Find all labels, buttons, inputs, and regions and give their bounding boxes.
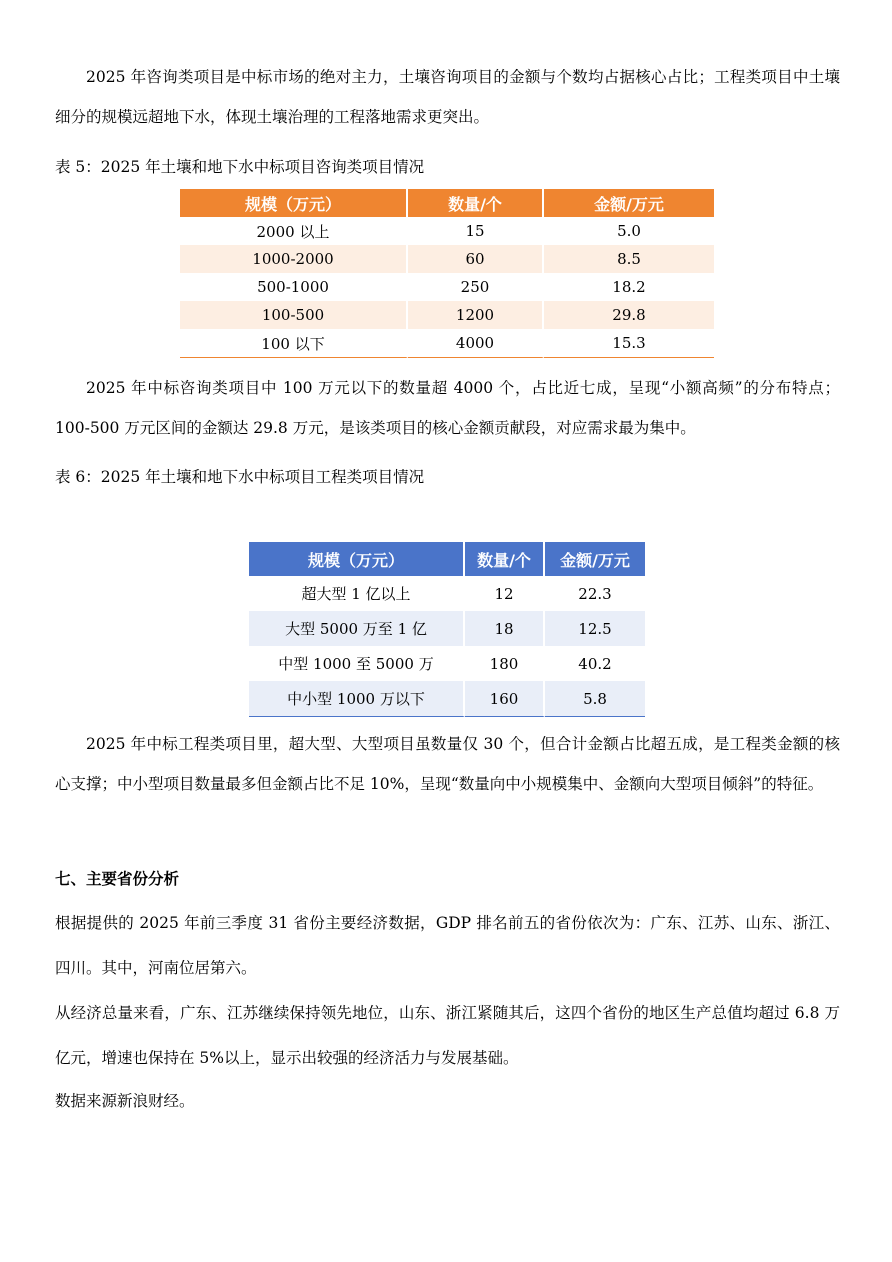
table5-header-scale: 规模（万元） — [180, 189, 408, 217]
table-row — [180, 329, 714, 358]
table5-cell: 100-500 — [180, 301, 408, 329]
table6-header-amount: 金额/万元 — [545, 542, 645, 576]
table6-header-scale: 规模（万元） — [249, 542, 465, 576]
table5-cell: 15 — [408, 217, 544, 245]
table5-cell: 4000 — [408, 329, 544, 358]
paragraph-province-ranking: 根据提供的 2025 年前三季度 31 省份主要经济数据，GDP 排名前五的省份依次为：广东、江苏、山东、浙江、四川。其中，河南位居第六。 — [55, 914, 840, 977]
table-row — [249, 611, 645, 646]
table5-cell: 8.5 — [544, 245, 714, 273]
table6-caption: 表 6：2025 年土壤和地下水中标项目工程类项目情况 — [55, 468, 425, 486]
table-row — [249, 576, 645, 611]
paragraph-data-source: 数据来源新浪财经。 — [55, 1092, 195, 1110]
table-row — [249, 681, 645, 717]
table5-cell: 100 以下 — [180, 329, 408, 358]
table6-cell: 大型 5000 万至 1 亿 — [249, 611, 465, 646]
table5-cell: 60 — [408, 245, 544, 273]
table-row — [180, 217, 714, 245]
table5-header-count: 数量/个 — [408, 189, 544, 217]
table6-cell: 12 — [465, 576, 545, 611]
table6-cell: 12.5 — [545, 611, 645, 646]
table5-cell: 500-1000 — [180, 273, 408, 301]
table6-cell: 40.2 — [578, 654, 612, 673]
table5-caption: 表 5：2025 年土壤和地下水中标项目咨询类项目情况 — [55, 158, 425, 176]
table6-cell: 中小型 1000 万以下 — [249, 681, 465, 717]
section-heading: 七、主要省份分析 — [55, 869, 180, 888]
table6-cell: 22.3 — [578, 584, 612, 603]
table5-cell: 18.2 — [612, 278, 646, 296]
table6-engineering — [249, 542, 645, 717]
paragraph-engineering-analysis: 2025 年中标工程类项目里，超大型、大型项目虽数量仅 30 个，但合计金额占比超五成，是工程类金额的核心支撑；中小型项目数量最多但金额占比不足 10%，呈现“数量向中小规模集中、金额向大型项目倾斜”的特征。 — [55, 735, 840, 793]
table5-header-row — [180, 189, 714, 217]
table5-cell: 1200 — [408, 301, 544, 329]
table6-cell: 180 — [465, 646, 545, 681]
table6-cell: 超大型 1 亿以上 — [249, 576, 465, 611]
table5-cell: 15.3 — [544, 329, 714, 358]
table6-header-row — [249, 542, 645, 576]
table6-cell: 18 — [465, 611, 545, 646]
table5-cell: 5.0 — [617, 222, 641, 240]
table5-cell: 2000 以上 — [180, 217, 408, 245]
table-row — [180, 273, 714, 301]
table5-cell: 29.8 — [544, 301, 714, 329]
table5-cell: 250 — [408, 273, 544, 301]
table6-cell: 160 — [465, 681, 545, 717]
table6-cell: 5.8 — [545, 681, 645, 717]
table6-header-count: 数量/个 — [465, 542, 545, 576]
table-row — [180, 245, 714, 273]
table5-cell: 1000-2000 — [180, 245, 408, 273]
table6-cell: 中型 1000 至 5000 万 — [249, 646, 465, 681]
paragraph-intro: 2025 年咨询类项目是中标市场的绝对主力，土壤咨询项目的金额与个数均占据核心占比；工程类项目中土壤细分的规模远超地下水，体现土壤治理的工程落地需求更突出。 — [55, 68, 840, 126]
table5-consulting — [180, 189, 714, 358]
paragraph-province-economy: 从经济总量来看，广东、江苏继续保持领先地位，山东、浙江紧随其后，这四个省份的地区生产总值均超过 6.8 万亿元，增速也保持在 5%以上，显示出较强的经济活力与发展基础。 — [55, 1004, 840, 1067]
table-row — [249, 646, 645, 681]
paragraph-consulting-analysis: 2025 年中标咨询类项目中 100 万元以下的数量超 4000 个，占比近七成，呈现“小额高频”的分布特点；100-500 万元区间的金额达 29.8 万元，是该类项目的核心金额贡献段，对应需求最为集中。 — [55, 379, 840, 437]
table-row — [180, 301, 714, 329]
table5-header-amount: 金额/万元 — [544, 189, 714, 217]
